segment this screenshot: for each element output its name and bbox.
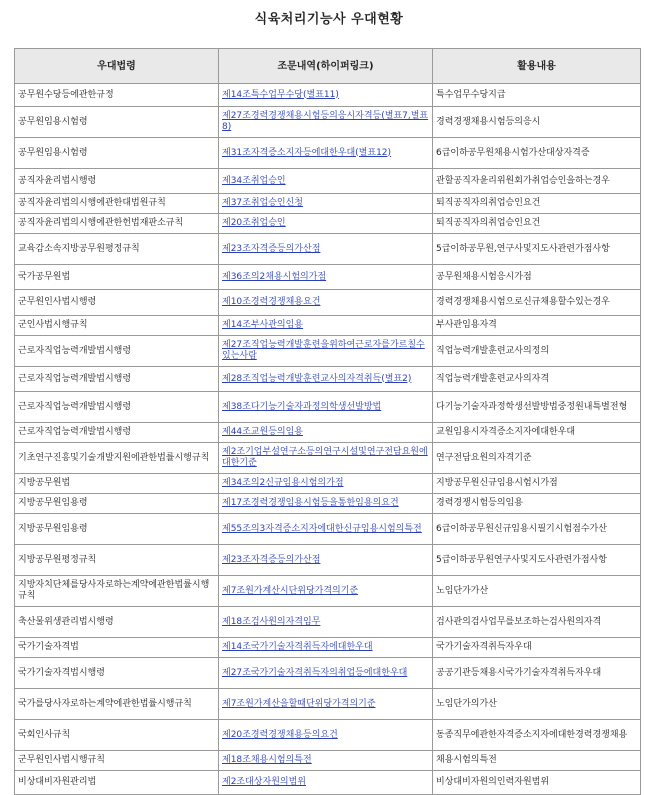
usage-cell: 6급이하공무원신규임용시필기시험점수가산 [433, 514, 641, 545]
article-cell [219, 514, 433, 545]
column-header-usage: 활용내용 [433, 49, 641, 84]
table-row [15, 316, 641, 336]
usage-cell: 공무원채용시험응시가점 [433, 265, 641, 290]
article-link[interactable]: 제23조자격증등의가산점 [222, 243, 321, 254]
article-cell [219, 84, 433, 107]
law-cell: 공직자윤리법의시행에관한헌법재판소규칙 [15, 214, 219, 234]
table-row [15, 638, 641, 658]
article-link[interactable]: 제23조자격증등의가산점 [222, 554, 321, 565]
article-cell [219, 638, 433, 658]
usage-cell: 퇴직공직자의취업승인요건 [433, 194, 641, 214]
article-cell [219, 443, 433, 474]
law-cell: 비상대비자원관리법 [15, 771, 219, 795]
article-cell [219, 771, 433, 795]
law-cell: 군인사법시행규칙 [15, 316, 219, 336]
law-cell: 군무원인사법시행령 [15, 290, 219, 316]
table-row [15, 169, 641, 194]
article-link[interactable]: 제36조의2채용시험의가점 [222, 271, 327, 282]
usage-cell: 6급이하공무원채용시험가산대상자격증 [433, 138, 641, 169]
article-link[interactable]: 제20조취업승인 [222, 218, 286, 228]
law-cell: 기초연구진흥및기술개발지원에관한법률시행규칙 [15, 443, 219, 474]
article-cell [219, 494, 433, 514]
article-link[interactable]: 제28조직업능력개발훈련교사의자격취득(별표2) [222, 373, 412, 384]
article-cell [219, 658, 433, 689]
usage-cell: 관할공직자윤리위원회가취업승인을하는경우 [433, 169, 641, 194]
usage-cell: 5급이하공무원,연구사및지도사관련가점사항 [433, 234, 641, 265]
law-cell: 지방공무원임용령 [15, 514, 219, 545]
table-row [15, 84, 641, 107]
table-row [15, 689, 641, 720]
law-cell: 지방공무원평정규칙 [15, 545, 219, 576]
article-cell [219, 751, 433, 771]
law-cell: 국가기술자격법 [15, 638, 219, 658]
column-header-article: 조문내역(하이퍼링크) [219, 49, 433, 84]
article-link[interactable]: 제10조경력경쟁채용요건 [222, 297, 321, 307]
law-cell: 국가를당사자로하는계약에관한법률시행규칙 [15, 689, 219, 720]
article-link[interactable]: 제27조국가기술자격취득자의취업등에대한우대 [222, 667, 408, 678]
article-link[interactable]: 제14조부사관의임용 [222, 320, 304, 330]
article-cell [219, 336, 433, 367]
usage-cell: 노임단가의가산 [433, 689, 641, 720]
article-link[interactable]: 제14조국가기술자격취득자에대한우대 [222, 642, 373, 652]
article-link[interactable]: 제55조의3자격증소지자에대한신규임용시험의특전 [222, 523, 422, 534]
table-row [15, 138, 641, 169]
table-row [15, 494, 641, 514]
article-cell [219, 474, 433, 494]
law-cell: 국가기술자격법시행령 [15, 658, 219, 689]
usage-cell: 채용시험의특전 [433, 751, 641, 771]
article-cell [219, 234, 433, 265]
table-row [15, 720, 641, 751]
article-link[interactable]: 제14조특수업무수당(별표11) [222, 89, 339, 100]
table-body [15, 84, 641, 795]
article-cell [219, 545, 433, 576]
table-row [15, 545, 641, 576]
table-row [15, 474, 641, 494]
usage-cell: 직업능력개발훈련교사의자격 [433, 367, 641, 392]
article-link[interactable]: 제20조경력경쟁채용등의요건 [222, 729, 338, 740]
usage-cell: 부사관임용자격 [433, 316, 641, 336]
table-row [15, 290, 641, 316]
usage-cell: 검사관의검사업무를보조하는검사원의자격 [433, 607, 641, 638]
table-row [15, 265, 641, 290]
law-cell: 국회인사규칙 [15, 720, 219, 751]
article-cell [219, 265, 433, 290]
usage-cell: 직업능력개발훈련교사의정의 [433, 336, 641, 367]
article-cell [219, 214, 433, 234]
article-link[interactable]: 제18조채용시험의특전 [222, 755, 312, 765]
usage-cell: 경력경쟁채용시험등의응시 [433, 107, 641, 138]
article-link[interactable]: 제27조경력경쟁채용시험등의응시자격등(별표7,별표8) [222, 111, 429, 132]
article-link[interactable]: 제34조의2신규임용시험의가점 [222, 478, 344, 488]
usage-cell: 퇴직공직자의취업승인요건 [433, 214, 641, 234]
usage-cell: 국가기술자격취득자우대 [433, 638, 641, 658]
usage-cell: 지방공무원신규임용시험시가점 [433, 474, 641, 494]
law-cell: 근로자직업능력개발법시행령 [15, 392, 219, 423]
column-header-law: 우대법령 [15, 49, 219, 84]
law-cell: 공무원수당등에관한규정 [15, 84, 219, 107]
article-link[interactable]: 제7조원가계산을할때단위당가격의기준 [222, 698, 376, 709]
table-row [15, 392, 641, 423]
article-cell [219, 392, 433, 423]
law-cell: 공무원임용시험령 [15, 138, 219, 169]
usage-cell: 공공기관등채용시국가기술자격취득자우대 [433, 658, 641, 689]
article-link[interactable]: 제17조경력경쟁임용시험등을통한임용의요건 [222, 498, 399, 508]
preference-table [14, 48, 641, 795]
law-cell: 지방공무원임용령 [15, 494, 219, 514]
article-link[interactable]: 제31조자격증소지자등에대한우대(별표12) [222, 147, 392, 158]
usage-cell: 동종직무에관한자격증소지자에대한경력경쟁채용 [433, 720, 641, 751]
article-cell [219, 194, 433, 214]
article-cell [219, 138, 433, 169]
table-row [15, 514, 641, 545]
table-row [15, 443, 641, 474]
article-cell [219, 720, 433, 751]
article-cell [219, 607, 433, 638]
law-cell: 국가공무원법 [15, 265, 219, 290]
table-row [15, 234, 641, 265]
table-row [15, 367, 641, 392]
article-link[interactable]: 제2조대상자원의범위 [222, 777, 306, 787]
article-link[interactable]: 제18조검사원의자격임무 [222, 616, 321, 627]
table-row [15, 576, 641, 607]
article-link[interactable]: 제27조직업능력개발훈련을위하여근로자를가르칠수있는사람 [222, 340, 425, 361]
usage-cell: 특수업무수당지급 [433, 84, 641, 107]
article-cell [219, 367, 433, 392]
article-link[interactable]: 제44조교원등의임용 [222, 427, 304, 437]
article-cell [219, 290, 433, 316]
table-row [15, 658, 641, 689]
law-cell: 공직자윤리법시행령 [15, 169, 219, 194]
law-cell: 교육감소속지방공무원평정규칙 [15, 234, 219, 265]
usage-cell: 경력경쟁시험등의임용 [433, 494, 641, 514]
article-cell [219, 423, 433, 443]
page-title: 식육처리기능사 우대현황 [254, 12, 404, 27]
article-cell [219, 107, 433, 138]
law-cell: 근로자직업능력개발법시행령 [15, 336, 219, 367]
article-link[interactable]: 제7조원가계산시단위당가격의기준 [222, 585, 359, 596]
usage-cell: 연구전담요원의자격기준 [433, 443, 641, 474]
article-cell [219, 169, 433, 194]
table-row [15, 771, 641, 795]
table-row [15, 336, 641, 367]
usage-cell: 노임단가가산 [433, 576, 641, 607]
article-link[interactable]: 제38조다기능기술자과정의학생선발방법 [222, 401, 382, 412]
table-header-row [15, 49, 641, 84]
article-cell [219, 316, 433, 336]
law-cell: 지방자치단체를당사자로하는계약에관한법률시행규칙 [15, 576, 219, 607]
article-link[interactable]: 제2조기업부설연구소등의연구시설및연구전담요원에대한기준 [222, 447, 428, 468]
table-row [15, 194, 641, 214]
law-cell: 근로자직업능력개발법시행령 [15, 367, 219, 392]
law-cell: 공무원임용시험령 [15, 107, 219, 138]
usage-cell: 비상대비자원의인력자원범위 [433, 771, 641, 795]
article-cell [219, 689, 433, 720]
table-row [15, 107, 641, 138]
usage-cell: 교원임용시자격증소지자에대한우대 [433, 423, 641, 443]
table-row [15, 423, 641, 443]
table-row [15, 607, 641, 638]
table-row [15, 214, 641, 234]
article-link[interactable]: 제37조취업승인신청 [222, 198, 304, 208]
usage-cell: 5급이하공무원연구사및지도사관련가점사항 [433, 545, 641, 576]
usage-cell: 다기능기술자과정학생선발방법중정원내특별전형 [433, 392, 641, 423]
law-cell: 축산물위생관리법시행령 [15, 607, 219, 638]
law-cell: 군무원인사법시행규칙 [15, 751, 219, 771]
table-row [15, 751, 641, 771]
usage-cell: 경력경쟁채용시험으로신규채용할수있는경우 [433, 290, 641, 316]
law-cell: 근로자직업능력개발법시행령 [15, 423, 219, 443]
article-cell [219, 576, 433, 607]
article-link[interactable]: 제34조취업승인 [222, 175, 286, 186]
law-cell: 지방공무원법 [15, 474, 219, 494]
law-cell: 공직자윤리법의시행에관한대법원규칙 [15, 194, 219, 214]
